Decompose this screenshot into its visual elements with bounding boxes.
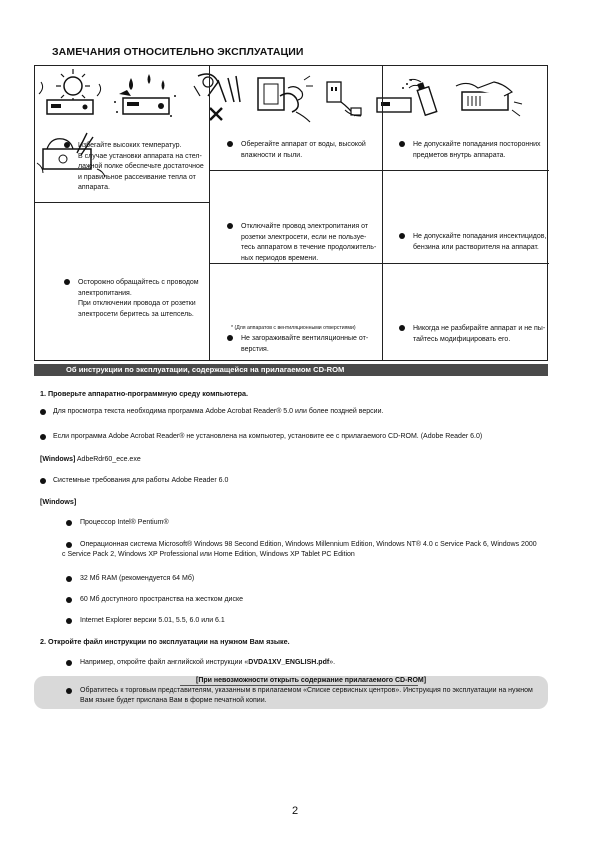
windows-requirements-label: [Windows] bbox=[40, 497, 77, 506]
page-number: 2 bbox=[292, 805, 299, 817]
grid-divider bbox=[209, 66, 210, 360]
bullet-reader-install: Если программа Adobe Acrobat Reader® не установлена на компьютер, установите ее с прилагаемого CD-ROM. (Adobe Reader 6.0) bbox=[53, 433, 483, 440]
caution-ventilation: Не загораживайте вентиляционные от- верстия. bbox=[241, 334, 368, 355]
example-file-line: Например, откройте файл английской инструкции «DVDA1XV_ENGLISH.pdf». bbox=[80, 659, 336, 666]
fallback-heading: [При невозможности открыть содержание прилагаемого CD-ROM] bbox=[196, 677, 427, 684]
bullet-icon bbox=[227, 223, 233, 229]
bullet-reader-required: Для просмотра текста необходима программа Adobe Acrobat Reader® 5.0 или более поздней версии. bbox=[53, 408, 384, 415]
bullet-icon bbox=[66, 660, 72, 666]
caution-grid bbox=[34, 65, 548, 361]
bullet-icon bbox=[66, 597, 72, 603]
grid-divider bbox=[209, 170, 382, 171]
windows-installer-line bbox=[40, 455, 141, 465]
windows-label: [Windows] bbox=[40, 456, 76, 463]
fallback-line-1: Обратитесь к торговым представителям, указанным в прилагаемом «Списке сервисных центров». Инструкция по эксплуатации на нужном bbox=[80, 687, 533, 694]
bullet-icon bbox=[40, 478, 46, 484]
caution-water: Оберегайте аппарат от воды, высокой влажности и пыли. bbox=[241, 140, 366, 161]
grid-divider bbox=[35, 202, 209, 203]
bullet-icon bbox=[40, 409, 46, 415]
bullet-icon bbox=[64, 279, 70, 285]
bullet-icon bbox=[66, 520, 72, 526]
bullet-icon bbox=[66, 576, 72, 582]
foreign-objects-illustration bbox=[188, 68, 248, 124]
vent-note: * (Для аппаратов с вентиляционными отверстиями) bbox=[231, 325, 356, 331]
bullet-icon bbox=[227, 335, 233, 341]
caution-foreign-objects: Не допускайте попадания посторонних предметов внутрь аппарата. bbox=[413, 140, 541, 161]
req-ram: 32 Мб RAM (рекомендуется 64 Мб) bbox=[80, 575, 195, 582]
caution-heat: Избегайте высоких температур. В случае установки аппарата на стел- лажной полке обеспечьте достаточное и правильное рассеивание тепла от аппарата. bbox=[78, 141, 204, 194]
heat-illustration bbox=[35, 66, 105, 124]
water-illustration bbox=[109, 72, 183, 124]
req-os: Операционная система Microsoft® Windows 98 Second Edition, Windows Millennium Edition, Windows NT® 4.0 с Service Pack 6, Windows 2000 bbox=[80, 541, 537, 548]
installer-filename: AdbeRdr60_ece.exe bbox=[75, 456, 141, 463]
caution-unplug: Отключайте провод электропитания от розетки электросети, если не пользуе- тесь аппаратом в течение продолжитель- ных периодов времени. bbox=[241, 222, 376, 264]
caution-disassemble: Никогда не разбирайте аппарат и не пы- тайтесь модифицировать его. bbox=[413, 324, 545, 345]
bullet-icon bbox=[40, 434, 46, 440]
bullet-icon bbox=[399, 141, 405, 147]
bullet-icon bbox=[66, 688, 72, 694]
req-browser: Internet Explorer версии 5.01, 5.5, 6.0 или 6.1 bbox=[80, 617, 225, 624]
cdrom-section-header: Об инструкции по эксплуатации, содержащейся на прилагаемом CD-ROM bbox=[34, 364, 548, 376]
req-processor: Процессор Intel® Pentium® bbox=[80, 519, 169, 526]
caution-power-cord: Осторожно обращайтесь с проводом электропитания. При отключении провода от розетки электросети беритесь за штепсель. bbox=[78, 278, 199, 320]
grid-divider bbox=[382, 66, 383, 360]
step-2-heading: 2. Откройте файл инструкции по эксплуатации на нужном Вам языке. bbox=[40, 637, 290, 646]
grid-divider bbox=[382, 170, 549, 171]
req-disk: 60 Мб доступного пространства на жестком диске bbox=[80, 596, 243, 603]
page-title: ЗАМЕЧАНИЯ ОТНОСИТЕЛЬНО ЭКСПЛУАТАЦИИ bbox=[52, 46, 304, 58]
bullet-icon bbox=[227, 141, 233, 147]
insecticide-illustration bbox=[373, 76, 447, 124]
bullet-icon bbox=[66, 542, 72, 548]
power-cord-illustration bbox=[252, 70, 316, 124]
bullet-icon bbox=[399, 233, 405, 239]
unplug-illustration bbox=[321, 80, 369, 124]
grid-divider bbox=[382, 263, 549, 264]
bullet-icon bbox=[64, 142, 70, 148]
bullet-icon bbox=[399, 325, 405, 331]
bullet-system-requirements: Системные требования для работы Adobe Reader 6.0 bbox=[53, 477, 229, 484]
step-1-heading: 1. Проверьте аппаратно-программную среду компьютера. bbox=[40, 389, 249, 398]
req-os-continued: с Service Pack 2, Windows XP Professional или Home Edition, Windows XP Tablet PC Edition bbox=[62, 551, 355, 558]
example-filename: DVDA1XV_ENGLISH.pdf bbox=[248, 659, 330, 666]
ventilation-illustration bbox=[452, 80, 526, 124]
fallback-line-2: Вам языке будет прислана Вам в форме печатной копии. bbox=[80, 697, 267, 704]
bullet-icon bbox=[66, 618, 72, 624]
caution-insecticide: Не допускайте попадания инсектицидов, бензина или растворителя на аппарат. bbox=[413, 232, 546, 253]
